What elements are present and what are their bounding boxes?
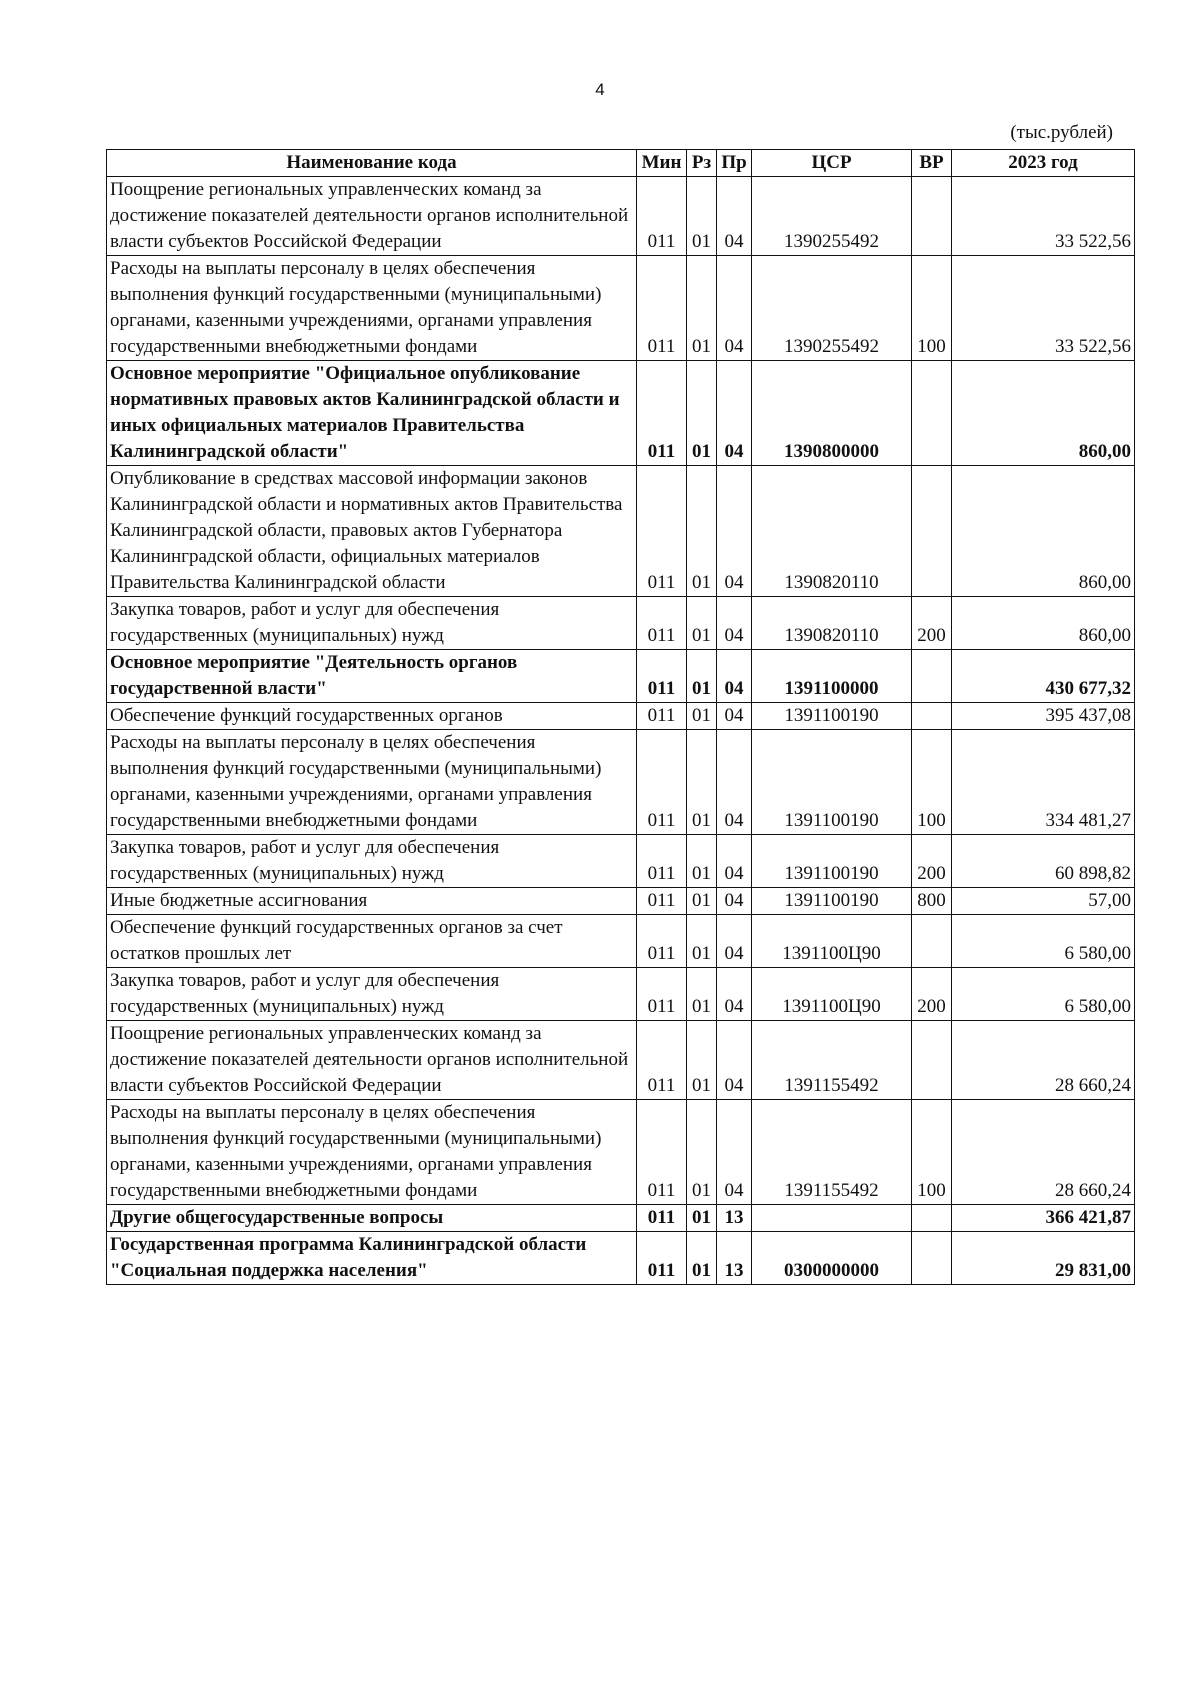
cell-amount: 33 522,56	[952, 177, 1135, 256]
cell-csr: 1391100190	[752, 703, 912, 730]
table-row	[107, 703, 1135, 730]
cell-csr: 1391100190	[752, 835, 912, 888]
cell-pr: 04	[717, 703, 752, 730]
cell-min: 011	[637, 703, 687, 730]
cell-pr: 13	[717, 1232, 752, 1285]
cell-name: Другие общегосударственные вопросы	[107, 1205, 637, 1232]
table-row	[107, 835, 1135, 888]
cell-name: Государственная программа Калининградской области "Социальная поддержка населения"	[107, 1232, 637, 1285]
page-number: 4	[595, 80, 605, 99]
table-row	[107, 730, 1135, 835]
cell-csr: 1391100190	[752, 730, 912, 835]
cell-pr: 04	[717, 1100, 752, 1205]
cell-rz: 01	[687, 915, 717, 968]
cell-vr	[912, 1021, 952, 1100]
cell-pr: 04	[717, 177, 752, 256]
cell-rz: 01	[687, 1100, 717, 1205]
cell-amount: 28 660,24	[952, 1021, 1135, 1100]
cell-amount: 395 437,08	[952, 703, 1135, 730]
header-row	[107, 150, 1135, 177]
cell-amount: 430 677,32	[952, 650, 1135, 703]
cell-rz: 01	[687, 703, 717, 730]
table-body	[107, 177, 1135, 1285]
table-row	[107, 177, 1135, 256]
column-header-name: Наименование кода	[107, 150, 637, 177]
cell-vr	[912, 915, 952, 968]
cell-pr: 04	[717, 1021, 752, 1100]
cell-vr	[912, 1205, 952, 1232]
cell-min: 011	[637, 361, 687, 466]
cell-name: Обеспечение функций государственных органов	[107, 703, 637, 730]
cell-min: 011	[637, 650, 687, 703]
table-row	[107, 650, 1135, 703]
table-row	[107, 1205, 1135, 1232]
column-header-rz: Рз	[687, 150, 717, 177]
cell-csr: 1391155492	[752, 1100, 912, 1205]
table-row	[107, 466, 1135, 597]
column-header-min: Мин	[637, 150, 687, 177]
cell-vr: 200	[912, 597, 952, 650]
cell-pr: 04	[717, 597, 752, 650]
cell-csr: 1390255492	[752, 256, 912, 361]
cell-vr: 800	[912, 888, 952, 915]
table-row	[107, 1021, 1135, 1100]
cell-pr: 04	[717, 361, 752, 466]
cell-csr: 1391100Ц90	[752, 915, 912, 968]
cell-amount: 28 660,24	[952, 1100, 1135, 1205]
cell-min: 011	[637, 1021, 687, 1100]
cell-name: Закупка товаров, работ и услуг для обеспечения государственных (муниципальных) нужд	[107, 597, 637, 650]
cell-csr	[752, 1205, 912, 1232]
cell-pr: 04	[717, 466, 752, 597]
cell-pr: 04	[717, 730, 752, 835]
cell-csr: 1390255492	[752, 177, 912, 256]
cell-min: 011	[637, 968, 687, 1021]
cell-amount: 60 898,82	[952, 835, 1135, 888]
cell-rz: 01	[687, 177, 717, 256]
cell-name: Расходы на выплаты персоналу в целях обеспечения выполнения функций государственными (муниципальными) органами, казенными учреждениями, органами управления государственными внебюджетными фондами	[107, 256, 637, 361]
cell-vr: 100	[912, 1100, 952, 1205]
cell-pr: 13	[717, 1205, 752, 1232]
cell-pr: 04	[717, 888, 752, 915]
cell-rz: 01	[687, 597, 717, 650]
cell-min: 011	[637, 730, 687, 835]
cell-name: Иные бюджетные ассигнования	[107, 888, 637, 915]
table-row	[107, 1100, 1135, 1205]
table-row	[107, 915, 1135, 968]
cell-rz: 01	[687, 730, 717, 835]
cell-rz: 01	[687, 888, 717, 915]
cell-pr: 04	[717, 915, 752, 968]
cell-amount: 860,00	[952, 597, 1135, 650]
cell-csr: 1390800000	[752, 361, 912, 466]
cell-pr: 04	[717, 835, 752, 888]
units-label: (тыс.рублей)	[1010, 122, 1113, 143]
cell-pr: 04	[717, 256, 752, 361]
cell-min: 011	[637, 256, 687, 361]
cell-min: 011	[637, 1205, 687, 1232]
cell-rz: 01	[687, 256, 717, 361]
cell-name: Закупка товаров, работ и услуг для обеспечения государственных (муниципальных) нужд	[107, 968, 637, 1021]
cell-csr: 1391100Ц90	[752, 968, 912, 1021]
cell-min: 011	[637, 1232, 687, 1285]
table-row	[107, 888, 1135, 915]
table-row	[107, 1232, 1135, 1285]
cell-min: 011	[637, 1100, 687, 1205]
column-header-amount: 2023 год	[952, 150, 1135, 177]
cell-name: Основное мероприятие "Официальное опубликование нормативных правовых актов Калининградской области и иных официальных материалов Правительства Калининградской области"	[107, 361, 637, 466]
cell-pr: 04	[717, 650, 752, 703]
cell-vr	[912, 361, 952, 466]
cell-min: 011	[637, 597, 687, 650]
cell-amount: 860,00	[952, 361, 1135, 466]
table-row	[107, 256, 1135, 361]
cell-rz: 01	[687, 835, 717, 888]
cell-amount: 6 580,00	[952, 968, 1135, 1021]
column-header-csr: ЦСР	[752, 150, 912, 177]
cell-rz: 01	[687, 466, 717, 597]
cell-name: Поощрение региональных управленческих команд за достижение показателей деятельности органов исполнительной власти субъектов Российской Федерации	[107, 177, 637, 256]
cell-amount: 29 831,00	[952, 1232, 1135, 1285]
cell-name: Поощрение региональных управленческих команд за достижение показателей деятельности органов исполнительной власти субъектов Российской Федерации	[107, 1021, 637, 1100]
cell-csr: 1391100000	[752, 650, 912, 703]
cell-vr	[912, 650, 952, 703]
cell-rz: 01	[687, 361, 717, 466]
cell-amount: 33 522,56	[952, 256, 1135, 361]
cell-min: 011	[637, 466, 687, 597]
cell-rz: 01	[687, 650, 717, 703]
cell-min: 011	[637, 835, 687, 888]
column-header-pr: Пр	[717, 150, 752, 177]
cell-vr	[912, 1232, 952, 1285]
cell-rz: 01	[687, 1232, 717, 1285]
cell-csr: 1390820110	[752, 597, 912, 650]
cell-csr: 0300000000	[752, 1232, 912, 1285]
cell-min: 011	[637, 888, 687, 915]
cell-name: Расходы на выплаты персоналу в целях обеспечения выполнения функций государственными (муниципальными) органами, казенными учреждениями, органами управления государственными внебюджетными фондами	[107, 1100, 637, 1205]
cell-csr: 1391155492	[752, 1021, 912, 1100]
cell-vr	[912, 466, 952, 597]
budget-table	[106, 149, 1135, 1285]
table-row	[107, 968, 1135, 1021]
cell-amount: 57,00	[952, 888, 1135, 915]
cell-min: 011	[637, 915, 687, 968]
cell-vr: 200	[912, 968, 952, 1021]
cell-vr: 200	[912, 835, 952, 888]
cell-vr: 100	[912, 256, 952, 361]
cell-vr: 100	[912, 730, 952, 835]
cell-amount: 6 580,00	[952, 915, 1135, 968]
cell-csr: 1390820110	[752, 466, 912, 597]
table-row	[107, 597, 1135, 650]
cell-amount: 366 421,87	[952, 1205, 1135, 1232]
column-header-vr: ВР	[912, 150, 952, 177]
cell-name: Расходы на выплаты персоналу в целях обеспечения выполнения функций государственными (муниципальными) органами, казенными учреждениями, органами управления государственными внебюджетными фондами	[107, 730, 637, 835]
cell-rz: 01	[687, 968, 717, 1021]
cell-name: Обеспечение функций государственных органов за счет остатков прошлых лет	[107, 915, 637, 968]
table-row	[107, 361, 1135, 466]
cell-amount: 860,00	[952, 466, 1135, 597]
cell-amount: 334 481,27	[952, 730, 1135, 835]
cell-min: 011	[637, 177, 687, 256]
cell-rz: 01	[687, 1205, 717, 1232]
cell-vr	[912, 703, 952, 730]
cell-name: Основное мероприятие "Деятельность органов государственной власти"	[107, 650, 637, 703]
cell-pr: 04	[717, 968, 752, 1021]
cell-csr: 1391100190	[752, 888, 912, 915]
cell-name: Опубликование в средствах массовой информации законов Калининградской области и нормативных актов Правительства Калининградской области, правовых актов Губернатора Калининградской области, официальных материалов Правительства Калининградской области	[107, 466, 637, 597]
cell-vr	[912, 177, 952, 256]
cell-rz: 01	[687, 1021, 717, 1100]
cell-name: Закупка товаров, работ и услуг для обеспечения государственных (муниципальных) нужд	[107, 835, 637, 888]
